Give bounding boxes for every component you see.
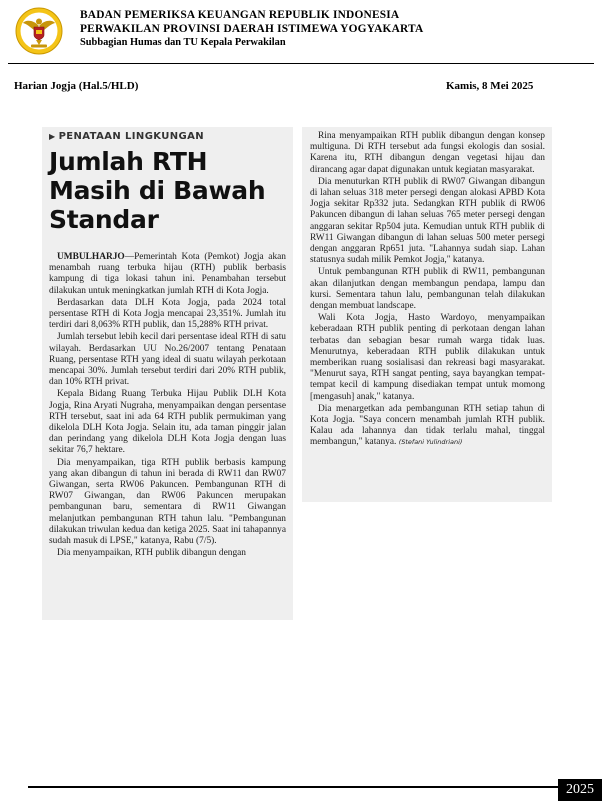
kicker-arrow-icon: ▶ — [49, 132, 56, 141]
article-paragraph: Rina menyampaikan RTH publik dibangun dengan konsep multiguna. Di RTH tersebut ada fungsi ekologis dan sosial. Karena itu, RTH dibangun dengan vegetasi hijau dan dirancang agar dapat digunakan untuk kegiatan masyarakat. — [310, 131, 545, 175]
headline-line-2: Masih di Bawah — [49, 176, 266, 205]
article-clipping-left — [42, 127, 293, 620]
org-line-1: BADAN PEMERIKSA KEUANGAN REPUBLIK INDONESIA — [80, 9, 400, 21]
letterhead — [0, 0, 609, 64]
article-paragraph: Dia menyampaikan, RTH publik dibangun dengan — [57, 548, 246, 559]
article-kicker — [49, 127, 286, 145]
source-publication: Harian Jogja (Hal.5/HLD) — [14, 80, 139, 92]
article-paragraph: Kepala Bidang Ruang Terbuka Hijau Publik DLH Kota Jogja, Rina Aryati Nugraha, menyampaikan dengan persentase RTH tersebut, saat ini ada 64 RTH publik permukiman yang dikelola DLH Kota Jogja. Selain itu, ada taman pinggir jalan dan perindang yang dikelola DLH Kota Jogja dengan luas sekitar 76,7 hektare. — [49, 389, 286, 456]
article-paragraph: Untuk pembangunan RTH publik di RW11, pembangunan akan dilanjutkan dengan membangun pendapa, lampu dan kursi. Sementara tahun lalu, pembangunan telah dilakukan dengan membuat landscape. — [310, 267, 545, 312]
article-paragraph: Dia menyampaikan, tiga RTH publik berbasis kampung yang akan dibangun di tahun ini berada di RW11 dan RW07 Giwangan, serta RW06 Pakuncen. Pembangunan RTH di RW07 Giwangan, dan RW06 Pakuncen merupakan pembangunan baru, sementara di RW11 Giwangan melanjutkan pembangunan RTH tahun lalu. "Pembangunan dilakukan triwulan kedua dan ketiga 2025. Saat ini tahapannya sudah masuk di LPSE," katanya, Rabu (7/5). — [49, 457, 286, 547]
article-headline — [49, 147, 286, 234]
organization-name — [80, 9, 423, 50]
article-paragraph: Jumlah tersebut lebih kecil dari persentase ideal RTH di satu wilayah. Berdasarkan UU No.26/2007 tentang Penataan Ruang, persentase RTH yang ideal di suatu wilayah perkotaan mencapai 30%. Jumlah tersebut terdiri dari 20% RTH publik, dan 10% RTH privat. — [49, 332, 286, 388]
garuda-emblem-icon — [14, 6, 64, 56]
article-byline: (Stefani Yulindriani) — [398, 438, 463, 447]
article-paragraph: Dia menuturkan RTH publik di RW07 Giwangan dibangun di lahan seluas 318 meter persegi dengan alokasi APBD Kota Jogja sekitar Rp332 juta. Sedangkan RTH publik di RW06 Pakuncen dibangun di lahan seluas 765 meter persegi dengan anggaran sekitar Rp504 juta. Kemudian untuk RTH publik di RW11 Giwangan dibangun di lahan seluas 500 meter persegi dengan anggaran Rp651 juta. "Lahannya sudah siap. Lahan statusnya sudah milik Pemkot Jogja," katanya. — [310, 176, 545, 266]
year-badge: 2025 — [558, 779, 602, 801]
article-clipping-right — [302, 127, 552, 502]
article-paragraph — [49, 252, 286, 297]
publication-date: Kamis, 8 Mei 2025 — [446, 80, 534, 92]
org-line-3: Subbagian Humas dan TU Kepala Perwakilan — [80, 37, 286, 48]
kicker-label: PENATAAN LINGKUNGAN — [58, 131, 205, 142]
headline-line-1: Jumlah RTH — [49, 147, 208, 176]
org-line-2: PERWAKILAN PROVINSI DAERAH ISTIMEWA YOGYAKARTA — [80, 22, 424, 35]
header-divider — [8, 63, 594, 64]
article-dateline: UMBULHARJO — [57, 252, 125, 262]
footer-divider — [28, 786, 558, 788]
headline-line-3: Standar — [49, 205, 159, 234]
article-paragraph: Berdasarkan data DLH Kota Jogja, pada 2024 total persentase RTH di Kota Jogja mencapai 23,351%. Jumlah itu terdiri dari 8,063% RTH publik, dan 15,288% RTH privat. — [49, 297, 286, 331]
paragraph-text: Dia menargetkan ada pembangunan RTH setiap tahun di Kota Jogja. "Saya concern menambah jumlah RTH publik. Kalau ada lahannya dan tidak terlalu mahal, tinggal membangun," katanya. — [310, 403, 545, 448]
article-paragraph: Wali Kota Jogja, Hasto Wardoyo, menyampaikan keberadaan RTH publik penting di perkotaan dengan lahan terbatas dan sebagian besar rumah warga tidak luas. Menurutnya, keberadaan RTH publik dilakukan untuk memberikan ruang sosialisasi dan rekreasi bagi masyarakat. "Menurut saya, RTH sangat penting, saya bayangkan tempat-tempat kecil di kampung disediakan tempat untuk momong [mengasuh] anak," katanya. — [310, 313, 545, 402]
article-paragraph — [310, 404, 545, 449]
paragraph-text: —Pemerintah Kota (Pemkot) Jogja akan menambah ruang terbuka hijau (RTH) publik berbasis kampung di tiga lokasi tahun ini. Penambahan tersebut dilakukan untuk meningkatkan jumlah RTH di Kota Jogja. — [49, 252, 286, 296]
